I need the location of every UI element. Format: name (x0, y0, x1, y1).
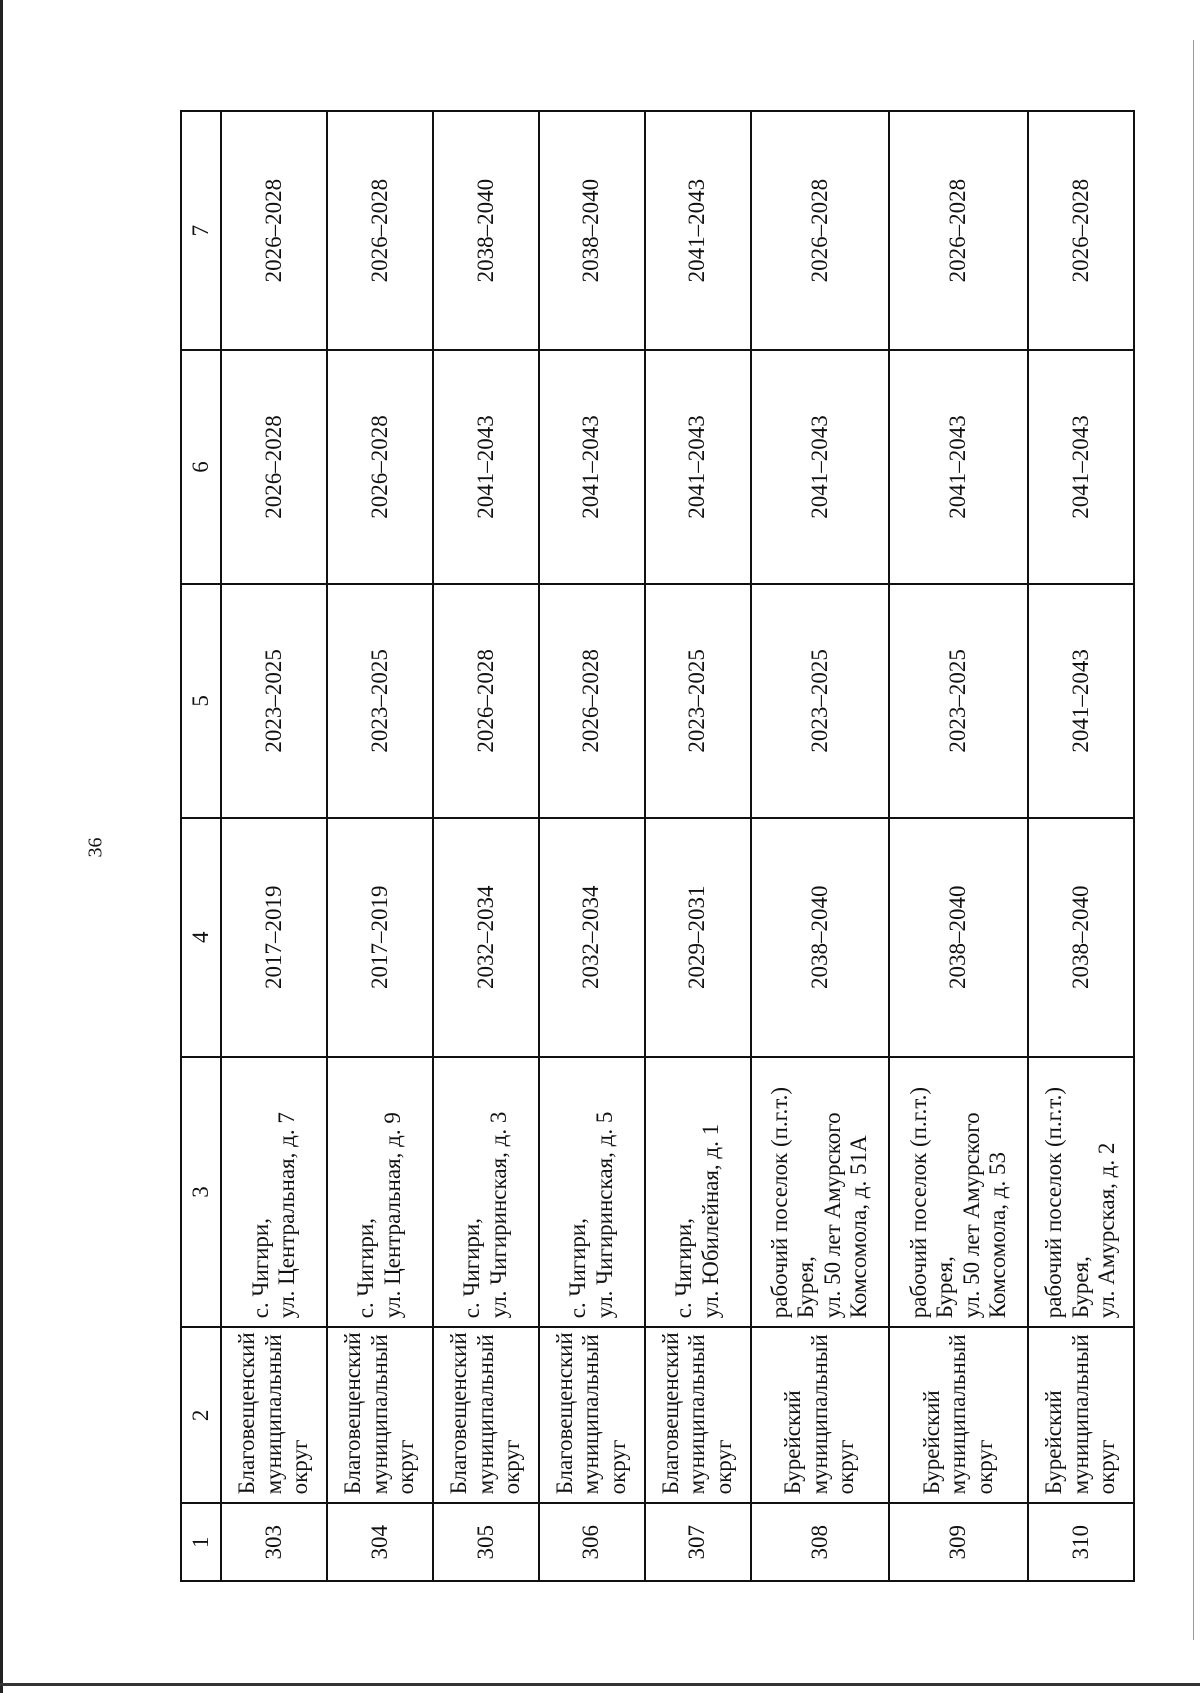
row-number: 308 (751, 1503, 890, 1581)
page-edge-right (1193, 40, 1194, 1640)
period-col-5: 2023–2025 (889, 584, 1028, 818)
header-col-5: 5 (181, 584, 221, 818)
period-col-6: 2041–2043 (751, 350, 890, 584)
address-cell: с. Чигири, ул. Центральная, д. 7 (221, 1057, 327, 1328)
district-cell: Благовещенский муниципальный округ (221, 1327, 327, 1503)
header-row (181, 111, 221, 1581)
period-col-7: 2026–2028 (221, 111, 327, 350)
period-col-5: 2023–2025 (221, 584, 327, 818)
address-cell: рабочий поселок (п.г.т.) Бурея, ул. Амурская, д. 2 (1028, 1057, 1134, 1328)
table-row (1028, 111, 1134, 1581)
header-col-2: 2 (181, 1327, 221, 1503)
period-col-4: 2017–2019 (327, 818, 433, 1057)
row-number: 310 (1028, 1503, 1134, 1581)
period-col-7: 2026–2028 (327, 111, 433, 350)
district-cell: Благовещенский муниципальный округ (433, 1327, 539, 1503)
period-col-7: 2038–2040 (539, 111, 645, 350)
address-cell: с. Чигири, ул. Юбилейная, д. 1 (645, 1057, 751, 1328)
period-col-7: 2026–2028 (889, 111, 1028, 350)
period-col-6: 2026–2028 (327, 350, 433, 584)
address-cell: с. Чигири, ул. Центральная, д. 9 (327, 1057, 433, 1328)
period-col-5: 2023–2025 (645, 584, 751, 818)
period-col-5: 2041–2043 (1028, 584, 1134, 818)
table-row (327, 111, 433, 1581)
period-col-7: 2038–2040 (433, 111, 539, 350)
period-col-4: 2017–2019 (221, 818, 327, 1057)
period-col-5: 2026–2028 (539, 584, 645, 818)
row-number: 305 (433, 1503, 539, 1581)
address-cell: с. Чигири, ул. Чигиринская, д. 3 (433, 1057, 539, 1328)
period-col-6: 2041–2043 (539, 350, 645, 584)
header-col-6: 6 (181, 350, 221, 584)
registry-table (180, 110, 1135, 1582)
period-col-6: 2041–2043 (889, 350, 1028, 584)
district-cell: Бурейский муниципальный округ (889, 1327, 1028, 1503)
period-col-6: 2026–2028 (221, 350, 327, 584)
table-row (645, 111, 751, 1581)
table-row (433, 111, 539, 1581)
district-cell: Благовещенский муниципальный округ (327, 1327, 433, 1503)
period-col-6: 2041–2043 (433, 350, 539, 584)
period-col-6: 2041–2043 (1028, 350, 1134, 584)
header-col-7: 7 (181, 111, 221, 350)
period-col-4: 2038–2040 (751, 818, 890, 1057)
table-container (180, 110, 1135, 1582)
header-col-1: 1 (181, 1503, 221, 1581)
address-cell: рабочий поселок (п.г.т.) Бурея, ул. 50 лет Амурского Комсомола, д. 53 (889, 1057, 1028, 1328)
period-col-4: 2029–2031 (645, 818, 751, 1057)
address-cell: рабочий поселок (п.г.т.) Бурея, ул. 50 лет Амурского Комсомола, д. 51А (751, 1057, 890, 1328)
district-cell: Бурейский муниципальный округ (1028, 1327, 1134, 1503)
page-number: 36 (84, 837, 107, 858)
page-edge-bottom (0, 1683, 1200, 1686)
period-col-7: 2026–2028 (1028, 111, 1134, 350)
period-col-4: 2032–2034 (433, 818, 539, 1057)
header-col-4: 4 (181, 818, 221, 1057)
page-edge-left (0, 0, 3, 1693)
table-row (751, 111, 890, 1581)
row-number: 307 (645, 1503, 751, 1581)
district-cell: Бурейский муниципальный округ (751, 1327, 890, 1503)
period-col-4: 2032–2034 (539, 818, 645, 1057)
table-row (539, 111, 645, 1581)
row-number: 306 (539, 1503, 645, 1581)
row-number: 304 (327, 1503, 433, 1581)
district-cell: Благовещенский муниципальный округ (645, 1327, 751, 1503)
period-col-4: 2038–2040 (889, 818, 1028, 1057)
table-row (889, 111, 1028, 1581)
period-col-5: 2026–2028 (433, 584, 539, 818)
period-col-5: 2023–2025 (327, 584, 433, 818)
table-row (221, 111, 327, 1581)
address-cell: с. Чигири, ул. Чигиринская, д. 5 (539, 1057, 645, 1328)
period-col-4: 2038–2040 (1028, 818, 1134, 1057)
period-col-7: 2026–2028 (751, 111, 890, 350)
period-col-5: 2023–2025 (751, 584, 890, 818)
period-col-7: 2041–2043 (645, 111, 751, 350)
district-cell: Благовещенский муниципальный округ (539, 1327, 645, 1503)
period-col-6: 2041–2043 (645, 350, 751, 584)
row-number: 303 (221, 1503, 327, 1581)
header-col-3: 3 (181, 1057, 221, 1328)
row-number: 309 (889, 1503, 1028, 1581)
